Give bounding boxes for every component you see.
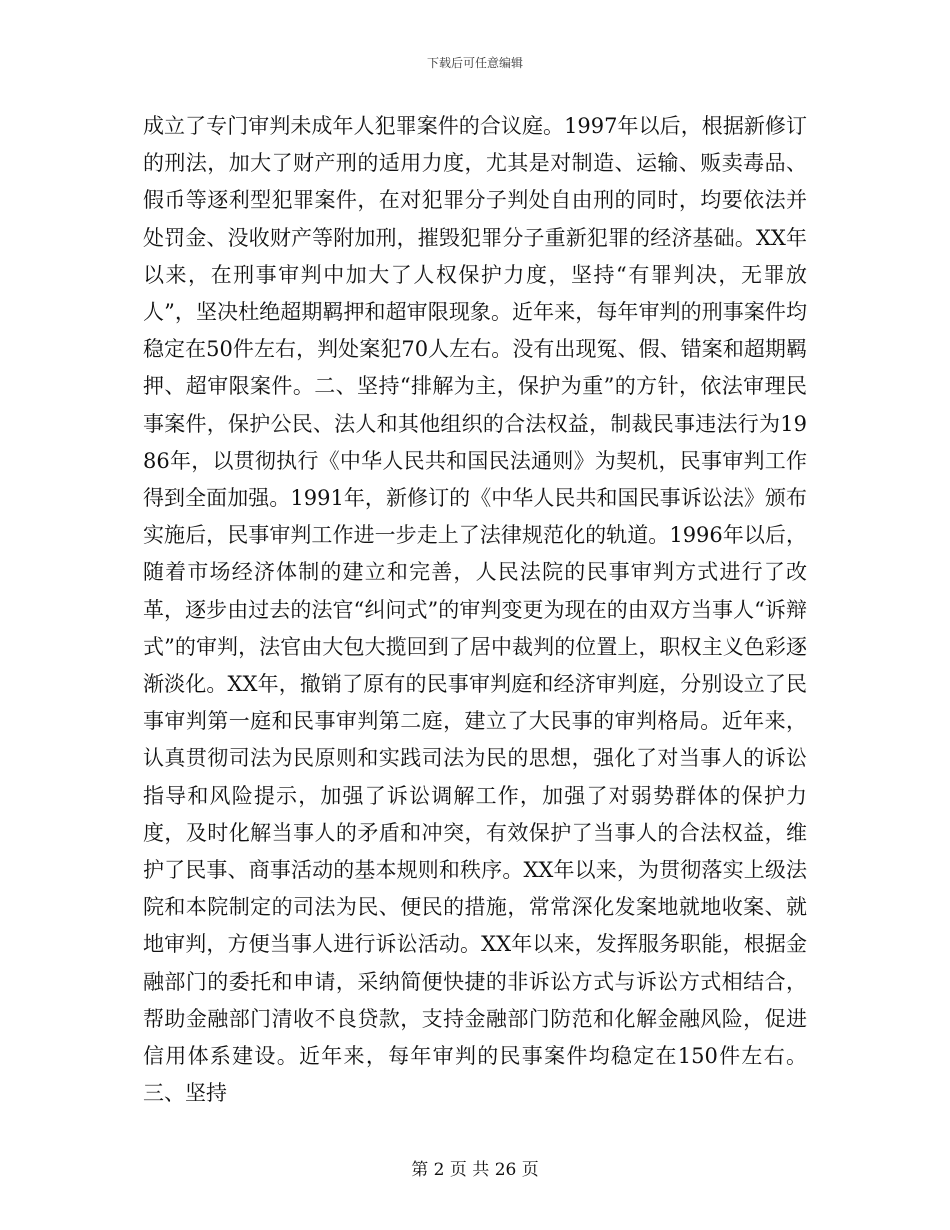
body-paragraph: 成立了专门审判未成年人犯罪案件的合议庭。1997年以后，根据新修订的刑法，加大了财产刑的适用力度，尤其是对制造、运输、贩卖毒品、假币等逐利型犯罪案件，在对犯罪分子判处自由刑的同时，均要依法并处罚金、没收财产等附加刑，摧毁犯罪分子重新犯罪的经济基础。XX年以来，在刑事审判中加大了人权保护力度，坚持“有罪判决，无罪放人”，坚决杜绝超期羁押和超审限现象。近年来，每年审判的刑事案件均稳定在50件左右，判处案犯70人左右。没有出现冤、假、错案和超期羁押、超审限案件。二、坚持“排解为主，保护为重”的方针，依法审理民事案件，保护公民、法人和其他组织的合法权益，制裁民事违法行为1986年，以贯彻执行《中华人民共和国民法通则》为契机，民事审判工作得到全面加强。1991年，新修订的《中华人民共和国民事诉讼法》颁布实施后，民事审判工作进一步走上了法律规范化的轨道。1996年以后，随着市场经济体制的建立和完善，人民法院的民事审判方式进行了改革，逐步由过去的法官“纠问式”的审判变更为现在的由双方当事人“诉辩式”的审判，法官由大包大揽回到了居中裁判的位置上，职权主义色彩逐渐淡化。XX年，撤销了原有的民事审判庭和经济审判庭，分别设立了民事审判第一庭和民事审判第二庭，建立了大民事的审判格局。近年来，认真贯彻司法为民原则和实践司法为民的思想，强化了对当事人的诉讼指导和风险提示，加强了诉讼调解工作，加强了对弱势群体的保护力度，及时化解当事人的矛盾和冲突，有效保护了当事人的合法权益，维护了民事、商事活动的基本规则和秩序。XX年以来，为贯彻落实上级法院和本院制定的司法为民、便民的措施，常常深化发案地就地收案、就地审判，方便当事人进行诉讼活动。XX年以来，发挥服务职能，根据金融部门的委托和申请，采纳简便快捷的非诉讼方式与诉讼方式相结合，帮助金融部门清收不良贷款，支持金融部门防范和化解金融风险，促进信用体系建设。近年来，每年审判的民事案件均稳定在150件左右。三、坚持 bbox=[143, 114, 807, 1106]
page-number-footer: 第 2 页 共 26 页 bbox=[411, 1160, 539, 1180]
page-header: 下载后可任意编辑 bbox=[426, 56, 523, 70]
